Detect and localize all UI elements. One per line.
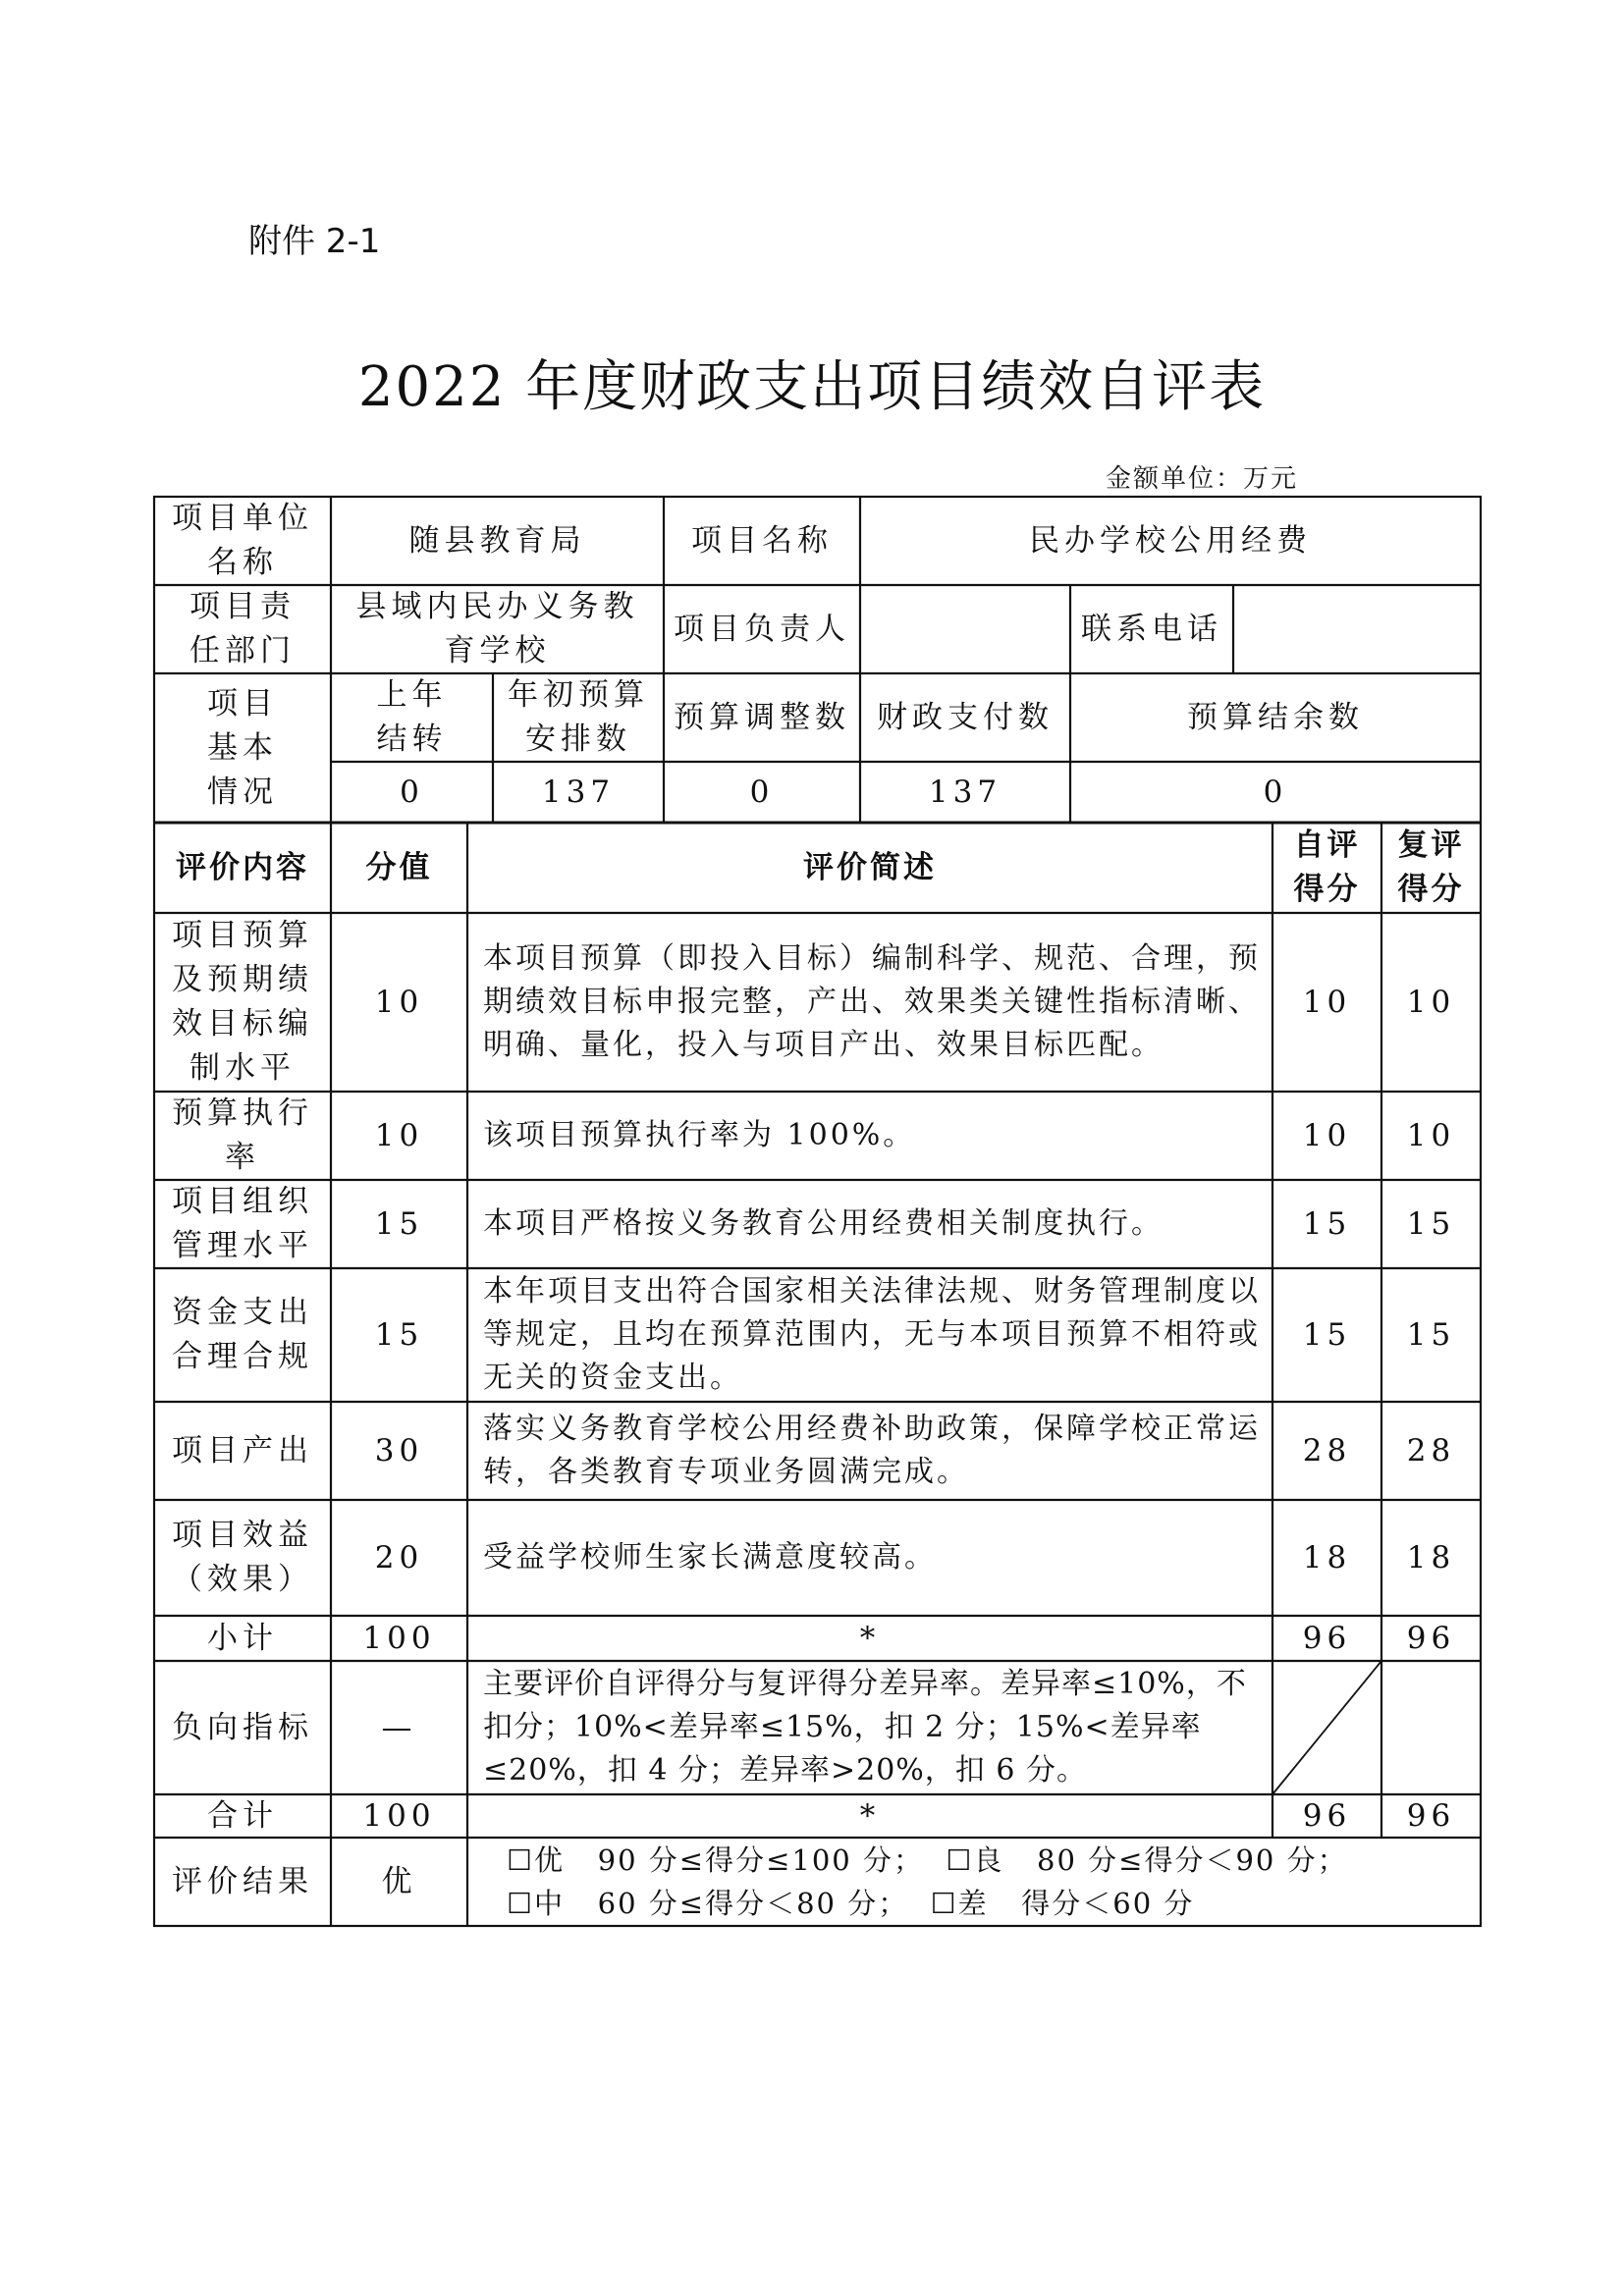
subtotal-review-score: 96 xyxy=(1406,1620,1456,1656)
eval-row-content: 项目效益（效果） xyxy=(172,1518,313,1597)
project-leader-label: 项目负责人 xyxy=(674,611,850,647)
contact-phone-label: 联系电话 xyxy=(1081,611,1222,647)
total-summary: * xyxy=(859,1797,881,1834)
budget-adjustment-header: 预算调整数 xyxy=(674,699,850,735)
subtotal-score: 100 xyxy=(362,1620,436,1656)
grade-scale xyxy=(467,1838,1481,1926)
review-score-header: 复评得分 xyxy=(1397,828,1465,907)
eval-row-score: 15 xyxy=(374,1205,424,1242)
eval-row-review-score: 28 xyxy=(1406,1432,1456,1468)
carryover-header: 上年结转 xyxy=(376,677,448,757)
eval-row-content: 项目产出 xyxy=(172,1432,313,1468)
negative-indicator-score: — xyxy=(381,1709,417,1745)
initial-budget-header: 年初预算安排数 xyxy=(508,677,649,757)
budget-adjustment-value: 0 xyxy=(749,774,775,810)
subtotal-label: 小计 xyxy=(207,1620,278,1656)
responsible-dept-label: 项目责任部门 xyxy=(189,589,296,668)
eval-row-score: 30 xyxy=(374,1432,424,1468)
initial-budget-value: 137 xyxy=(541,774,616,810)
eval-score-header: 分值 xyxy=(365,849,433,885)
project-unit-value: 随县教育局 xyxy=(408,522,586,559)
project-name-label: 项目名称 xyxy=(691,522,833,559)
evaluation-result-value: 优 xyxy=(381,1863,417,1899)
eval-row-review-score: 10 xyxy=(1406,1117,1456,1153)
eval-row-summary: 本年项目支出符合国家相关法律法规、财务管理制度以等规定，且均在预算范围内，无与本项目预算不相符或无关的资金支出。 xyxy=(483,1274,1261,1395)
total-self-score: 96 xyxy=(1302,1797,1352,1834)
fiscal-payment-header: 财政支付数 xyxy=(877,699,1054,735)
fiscal-payment-value: 137 xyxy=(928,774,1002,810)
carryover-value: 0 xyxy=(400,774,424,810)
eval-row-review-score: 10 xyxy=(1406,984,1456,1020)
eval-row-content: 项目预算及预期绩效目标编制水平 xyxy=(172,918,313,1086)
eval-row-summary: 本项目严格按义务教育公用经费相关制度执行。 xyxy=(483,1206,1164,1241)
form-title: 2022 年度财政支出项目绩效自评表 xyxy=(357,355,1267,419)
eval-row-score: 20 xyxy=(374,1539,424,1575)
self-score-header: 自评得分 xyxy=(1293,828,1361,907)
project-leader-value xyxy=(860,585,1070,673)
grade-scale-line: ☐中 60 分≤得分＜80 分； ☐差 得分＜60 分 xyxy=(507,1887,1195,1920)
eval-row-summary: 该项目预算执行率为 100%。 xyxy=(483,1118,916,1152)
budget-balance-value: 0 xyxy=(1263,774,1288,810)
eval-row-self-score: 28 xyxy=(1302,1432,1352,1468)
negative-indicator-summary: 主要评价自评得分与复评得分差异率。差异率≤10%，不扣分；10%<差异率≤15%，扣 2 分；15%<差异率≤20%，扣 4 分；差异率>20%，扣 6 分。 xyxy=(483,1667,1247,1788)
eval-row-summary: 受益学校师生家长满意度较高。 xyxy=(483,1540,937,1575)
eval-row-review-score: 18 xyxy=(1406,1539,1456,1575)
eval-row-content: 预算执行率 xyxy=(172,1095,313,1175)
eval-row-review-score: 15 xyxy=(1406,1316,1456,1353)
evaluation-result-label: 评价结果 xyxy=(172,1863,313,1899)
eval-row-score: 10 xyxy=(374,984,424,1020)
eval-row-self-score: 10 xyxy=(1302,984,1352,1020)
contact-phone-value xyxy=(1233,585,1481,673)
eval-summary-header: 评价简述 xyxy=(803,849,937,885)
grade-scale-line: ☐优 90 分≤得分≤100 分； ☐良 80 分≤得分＜90 分； xyxy=(507,1843,1348,1877)
responsible-dept-value: 县域内民办义务教育学校 xyxy=(355,589,639,668)
subtotal-self-score: 96 xyxy=(1302,1620,1352,1656)
total-label: 合计 xyxy=(207,1797,278,1834)
project-name-value: 民办学校公用经费 xyxy=(1029,522,1312,559)
eval-row-summary: 落实义务教育学校公用经费补助政策，保障学校正常运转，各类教育专项业务圆满完成。 xyxy=(483,1412,1261,1489)
total-score: 100 xyxy=(362,1797,436,1834)
eval-row-self-score: 15 xyxy=(1302,1316,1352,1353)
basic-info-label: 项目基本情况 xyxy=(207,685,278,810)
project-unit-label: 项目单位名称 xyxy=(172,501,313,580)
eval-row-self-score: 15 xyxy=(1302,1205,1352,1242)
eval-content-header: 评价内容 xyxy=(176,849,309,885)
amount-unit: 金额单位：万元 xyxy=(1106,464,1299,494)
total-review-score: 96 xyxy=(1406,1797,1456,1834)
eval-row-self-score: 10 xyxy=(1302,1117,1352,1153)
eval-row-score: 10 xyxy=(374,1117,424,1153)
eval-row-summary: 本项目预算（即投入目标）编制科学、规范、合理，预期绩效目标申报完整，产出、效果类关键性指标清晰、明确、量化，投入与项目产出、效果目标匹配。 xyxy=(483,941,1261,1062)
eval-row-content: 项目组织管理水平 xyxy=(172,1184,313,1263)
subtotal-summary: * xyxy=(859,1620,881,1656)
eval-row-content: 资金支出合理合规 xyxy=(172,1295,313,1374)
attachment-number: 附件 2-1 xyxy=(248,222,381,261)
eval-row-score: 15 xyxy=(374,1316,424,1353)
negative-indicator-label: 负向指标 xyxy=(172,1709,313,1745)
eval-row-review-score: 15 xyxy=(1406,1205,1456,1242)
eval-row-self-score: 18 xyxy=(1302,1539,1352,1575)
budget-balance-header: 预算结余数 xyxy=(1187,699,1364,735)
